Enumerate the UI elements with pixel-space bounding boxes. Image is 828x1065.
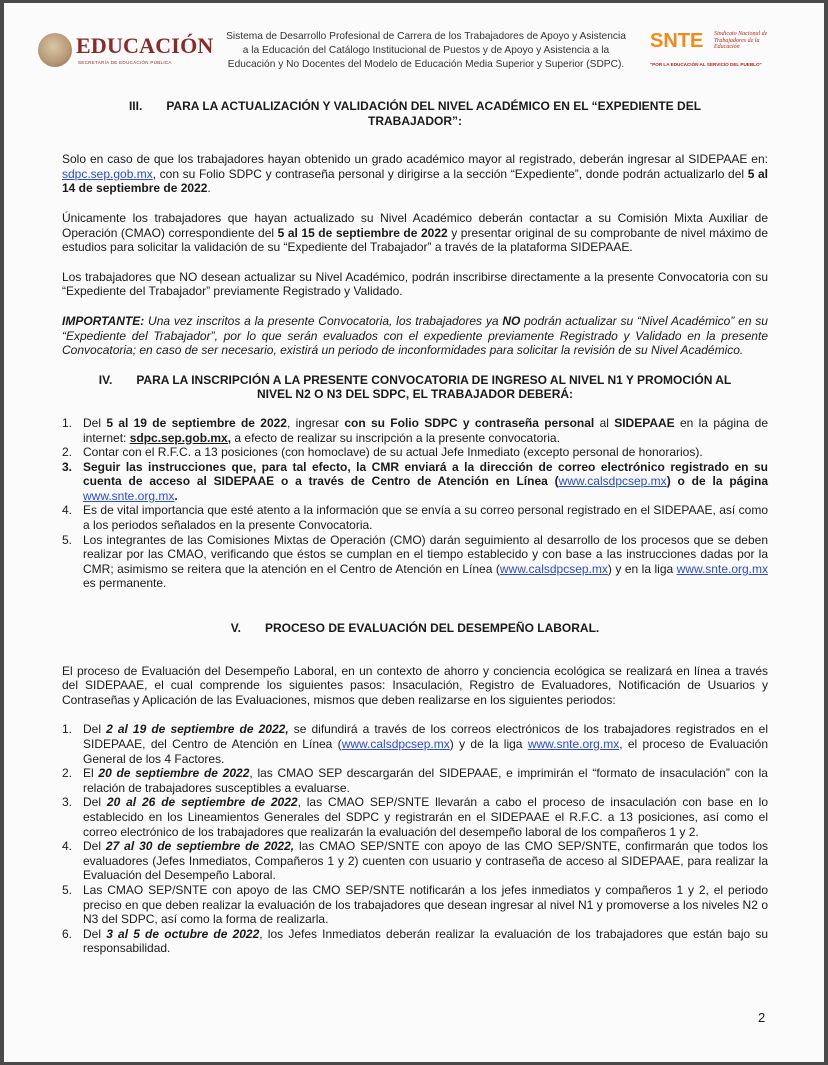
paragraph	[62, 152, 768, 196]
list-number: 3.	[62, 795, 73, 810]
date-range: 2 al 19 de septiembre de 2022,	[106, 722, 289, 737]
list-number: 1.	[62, 722, 73, 737]
list-number: 2.	[62, 445, 73, 460]
emphasis: SIDEPAAE	[614, 415, 675, 430]
section-heading-v	[62, 621, 768, 636]
list-item	[62, 766, 768, 795]
coat-of-arms-icon	[38, 33, 72, 67]
calsdpcsep-link[interactable]: www.calsdpcsep.mx	[341, 737, 450, 751]
snte-link[interactable]: www.snte.org.mx	[676, 561, 768, 576]
page-header	[4, 3, 824, 83]
list-number: 5.	[62, 532, 73, 547]
snte-link[interactable]: www.snte.org.mx	[83, 488, 175, 503]
text: El	[83, 766, 99, 781]
list-item	[62, 883, 768, 927]
section-heading-iii	[62, 99, 768, 128]
snte-logo	[650, 30, 770, 70]
text: .	[174, 488, 178, 503]
section-title: PARA LA ACTUALIZACIÓN Y VALIDACIÓN DEL NIVEL ACADÉMICO EN EL “EXPEDIENTE DEL TRABAJADOR”:	[166, 99, 702, 128]
text: Del	[83, 722, 107, 737]
snte-logo-tagline: "POR LA EDUCACIÓN AL SERVICIO DEL PUEBLO"	[650, 62, 762, 67]
text: Del	[83, 839, 106, 854]
date-range: 20 de septiembre de 2022	[98, 766, 250, 781]
section-number: IV.	[98, 372, 113, 387]
list-item	[62, 460, 768, 504]
emphasis: NO	[502, 313, 521, 328]
date-range: 3 al 5 de octubre de 2022	[106, 926, 260, 941]
text: Seguir las instrucciones que, para tal efecto, la CMR enviará a la dirección de correo electrónico registrado en su cuenta de acceso al SIDEPAAE o a través de Centro de Atención en Línea (	[83, 459, 768, 489]
text: Solo en caso de que los trabajadores hayan obtenido un grado académico mayor al registrado, deberán ingresar al SIDEPAAE en:	[62, 152, 768, 167]
emphasis: con su Folio SDPC y contraseña personal	[344, 415, 595, 430]
list-item	[62, 416, 768, 445]
text: , los Jefes Inmediatos deberán realizar la evaluación de los trabajadores que están bajo su responsabilidad.	[83, 926, 769, 956]
text: , las CMAO SEP descargarán del SIDEPAAE, e imprimirán el “formato de insaculación” con la relación de trabajadores susceptibles a evaluarse.	[83, 766, 768, 795]
document-page	[4, 3, 824, 1062]
educacion-logo-text: EDUCACIÓN	[76, 33, 214, 58]
text: en la página de internet:	[83, 415, 769, 445]
text: las CMAO SEP/SNTE con apoyo de las CMO SEP/SNTE, confirmarán que todos los evaluadores (Jefes Inmediatos, Compañeros 1 y 2) cuenten con usuario y contraseña de acceso al SIDEPAAE, para realizar la Evaluación del Desempeño Laboral.	[83, 839, 769, 883]
text: Las CMAO SEP/SNTE con apoyo de las CMO SEP/SNTE notificarán a los jefes inmediatos y compañeros 1 y 2, el periodo preciso en que deben realizar la evaluación de los trabajadores que desean ingresar al nivel N1 y promoverse a los niveles N2 o N3 del SDPC, así como la forma de realizarla.	[83, 882, 768, 927]
text: es permanente.	[83, 576, 167, 591]
educacion-logo	[38, 31, 214, 75]
list-item	[62, 503, 768, 532]
list-number: 6.	[62, 926, 73, 941]
section-number: V.	[230, 621, 241, 636]
section-title: PARA LA INSCRIPCIÓN A LA PRESENTE CONVOCATORIA DE INGRESO AL NIVEL N1 Y PROMOCIÓN AL NIVEL N2 O N3 DEL SDPC, EL TRABAJADOR DEBERÁ:	[136, 372, 732, 402]
text: , con su Folio SDPC y contraseña personal y dirigirse a la sección “Expediente”, donde podrán actualizarlo del	[152, 166, 748, 181]
date-range: 5 al 14 de septiembre de 2022	[62, 166, 768, 196]
text: , ingresar	[286, 415, 345, 430]
snte-logo-side-text: Sindicato Nacional de Trabajadores de la Educación	[714, 31, 768, 51]
paragraph	[62, 211, 768, 255]
text: .	[207, 181, 211, 196]
list-number: 1.	[62, 415, 73, 430]
calsdpcsep-link[interactable]: www.calsdpcsep.mx	[558, 474, 667, 489]
text: Únicamente los trabajadores que hayan actualizado su Nivel Académico deberán contactar a su Comisión Mixta Auxiliar de Operación (CMAO) correspondiente del	[62, 210, 768, 240]
list-number: 5.	[62, 882, 73, 897]
list-number: 4.	[62, 839, 73, 854]
list-item	[62, 533, 768, 591]
header-title-line: Sistema de Desarrollo Profesional de Carrera de los Trabajadores de Apoyo y Asistencia	[226, 31, 626, 42]
paragraph: El proceso de Evaluación del Desempeño Laboral, en un contexto de ahorro y conciencia ecológica se realizará en línea a través del SIDEPAAE, el cual comprende los siguientes pasos: Insaculación, Registro de Evaluadores, Notificación de Usuarios y Contraseñas y Aplicación de las Evaluaciones, mismos que deben realizarse en los siguientes periodos:	[62, 663, 768, 707]
date-range: 20 al 26 de septiembre de 2022	[106, 795, 298, 810]
text: Es de vital importancia que esté atento a la información que se envía a su correo personal registrado en el SIDEPAAE, así como a los periodos señalados en la presente Convocatoria.	[83, 503, 768, 533]
sdpc-link[interactable]: sdpc.sep.gob.mx	[62, 166, 153, 181]
text: Una vez inscritos a la presente Convocatoria, los trabajadores ya	[144, 313, 503, 328]
text: ) y de la liga	[449, 737, 528, 751]
important-label: IMPORTANTE:	[62, 313, 145, 328]
educacion-logo-subtitle: SECRETARÍA DE EDUCACIÓN PÚBLICA	[78, 60, 172, 65]
page-number: 2	[758, 1010, 766, 1025]
text: ) o de la página	[666, 474, 768, 489]
list-number: 3.	[62, 459, 73, 474]
paragraph: Los trabajadores que NO desean actualizar su Nivel Académico, podrán inscribirse directamente a la presente Convocatoria con su “Expediente del Trabajador” previamente Registrado y Validado.	[62, 269, 768, 299]
section-title: PROCESO DE EVALUACIÓN DEL DESEMPEÑO LABORAL.	[264, 621, 600, 636]
list-item	[62, 927, 768, 956]
inscription-steps-list	[62, 416, 768, 591]
sdpc-url[interactable]: sdpc.sep.gob.mx,	[129, 430, 232, 445]
section-number: III.	[128, 99, 143, 113]
text: ) y en la liga	[607, 561, 677, 576]
text: y presentar original de su comprobante de nivel máximo de estudios para solicitar la validación de su “Expediente del Trabajador” a través de la plataforma SIDEPAAE.	[62, 225, 769, 255]
text: Del	[83, 415, 107, 430]
text: Contar con el R.F.C. a 13 posiciones (con homoclave) de su actual Jefe Inmediato (excepto personal de honorarios).	[83, 445, 703, 460]
evaluation-steps-list	[62, 722, 768, 956]
text: Los integrantes de las Comisiones Mixtas de Operación (CMO) darán seguimiento al desarrollo de los procesos que se deben realizar por las CMAO, verificando que éstos se cumplan en el tiempo establecido y con base a las instrucciones dadas por la CMR; asimismo se reitera que la atención en el Centro de Atención en Línea (	[83, 532, 768, 576]
list-number: 4.	[62, 503, 73, 518]
header-title-line: a la Educación del Catálogo Institucional de Puestos y de Apoyo y Asistencia a la	[242, 45, 610, 57]
date-range: 27 al 30 de septiembre de 2022,	[105, 839, 295, 854]
text: podrán actualizar su “Nivel Académico” en su “Expediente del Trabajador”, por lo que serán evaluados con el expediente previamente Registrado y Validado en la presente Convocatoria; en caso de ser necesario, existirá un periodo de inconformidades para solicitar la revisión de su Nivel Académico.	[62, 313, 768, 358]
text: Del	[83, 926, 107, 941]
snte-logo-text: SNTE	[650, 30, 704, 52]
date-range: 5 al 15 de septiembre de 2022	[277, 225, 448, 240]
list-item	[62, 445, 768, 460]
list-item	[62, 722, 768, 766]
text: , las CMAO SEP/SNTE llevarán a cabo el proceso de insaculación con base en lo establecido en los Lineamientos Generales del SDPC y registrarán en el SIDEPAAE el R.F.C. a 13 posiciones, así como el correo electrónico de los trabajadores que realizarán la evaluación del desempeño laboral de los compañeros 1 y 2.	[83, 795, 768, 839]
list-item	[62, 839, 768, 883]
list-item	[62, 795, 768, 839]
list-number: 2.	[62, 766, 73, 781]
snte-link[interactable]: www.snte.org.mx	[527, 737, 620, 751]
header-title	[208, 30, 644, 73]
text: , el proceso de Evaluación General de los 4 Factores.	[83, 737, 768, 766]
calsdpcsep-link[interactable]: www.calsdpcsep.mx	[499, 561, 608, 576]
important-note	[62, 314, 768, 358]
text: se difundirá a través de los correos electrónicos de los trabajadores registrados en el SIDEPAAE, del Centro de Atención en Línea (	[83, 722, 768, 751]
header-title-line: Educación y No Docentes del Modelo de Educación Media Superior y Superior (SDPC).	[227, 59, 625, 71]
text: Del	[83, 795, 107, 810]
document-body	[62, 99, 768, 956]
text: al	[594, 415, 615, 430]
date-range: 5 al 19 de septiembre de 2022	[106, 415, 287, 430]
section-heading-iv	[62, 373, 768, 402]
text: a efecto de realizar su inscripción a la presente convocatoria.	[231, 430, 560, 445]
